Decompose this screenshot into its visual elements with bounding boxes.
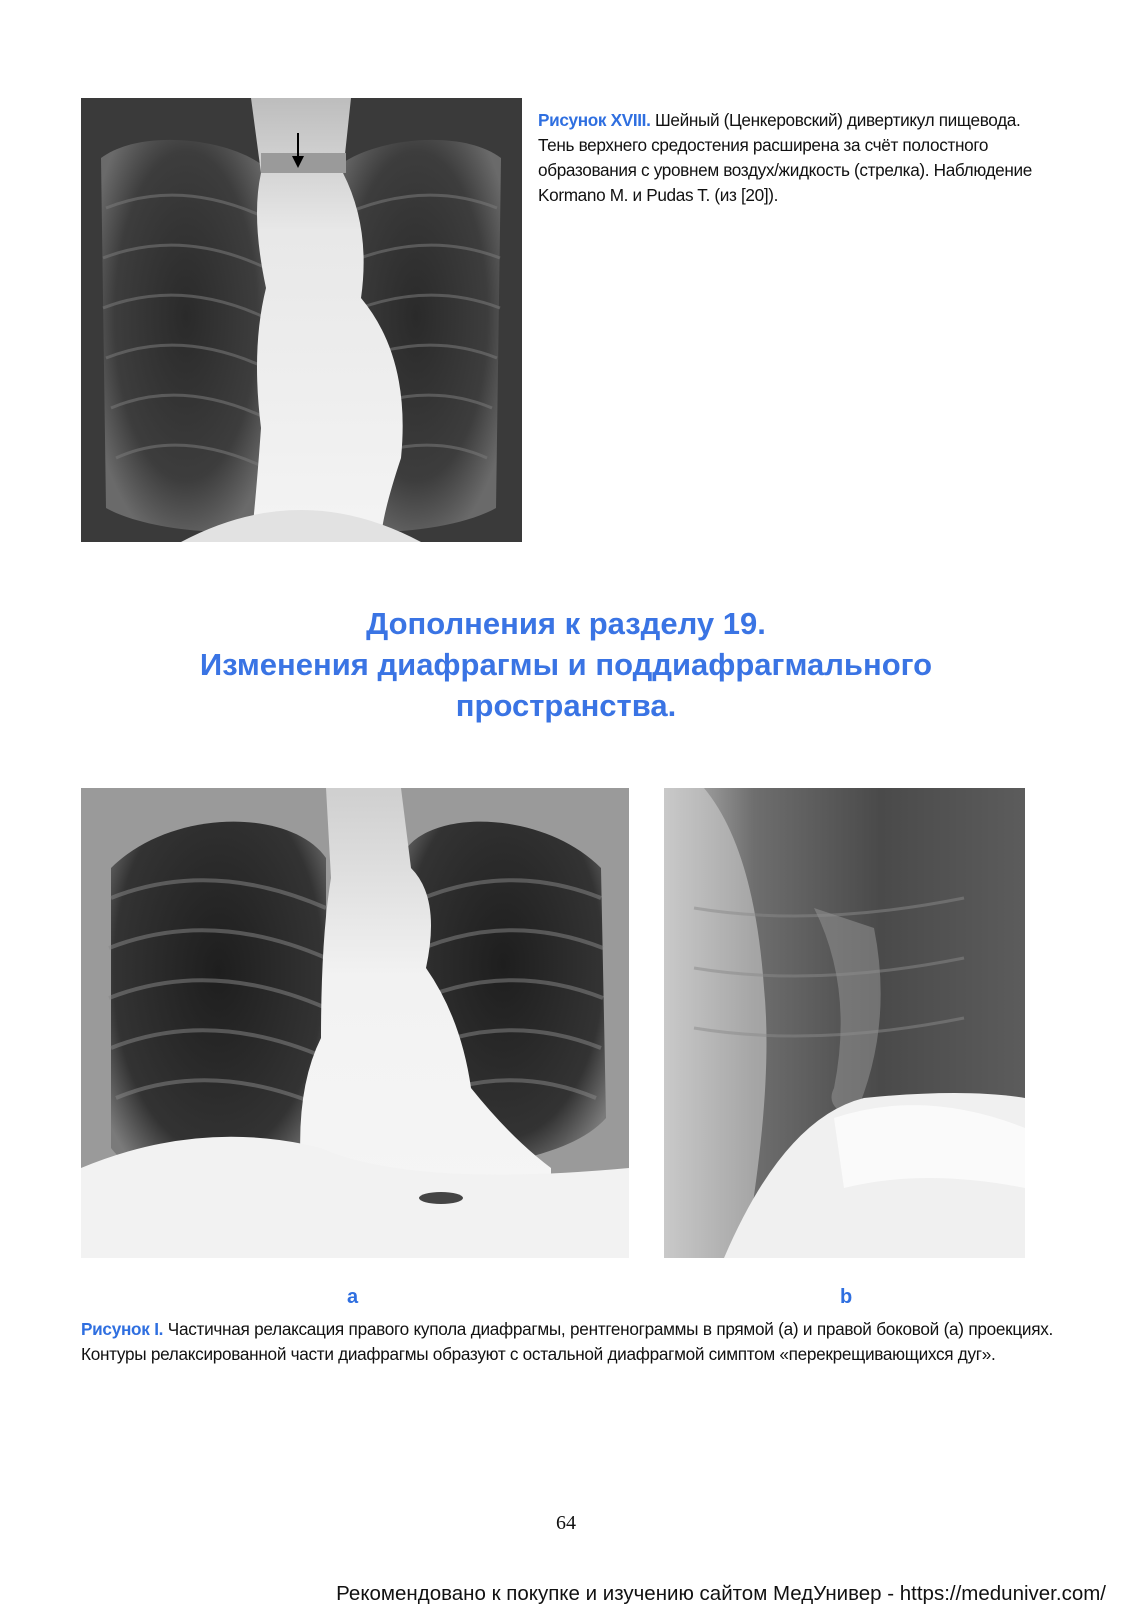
figure-I-sublabel-a: a bbox=[347, 1286, 359, 1308]
page-number: 64 bbox=[556, 1512, 576, 1534]
figure-I-a-xray-image bbox=[81, 788, 629, 1258]
figure-18-caption bbox=[538, 108, 1058, 208]
figure-18-xray-image bbox=[81, 98, 522, 542]
section-heading-line-1: Дополнения к разделу 19. bbox=[366, 606, 766, 641]
figure-I-text: Частичная релаксация правого купола диафрагмы, рентгенограммы в прямой (а) и правой боковой (а) проекциях. Контуры релаксированной части диафрагмы образуют с остальной диафрагмой симптом «перекрещивающихся дуг». bbox=[81, 1319, 1053, 1364]
section-heading bbox=[0, 603, 1132, 726]
figure-18-text: Шейный (Ценкеровский) дивертикул пищевода. Тень верхнего средостения расширена за счёт полостного образования с уровнем воздух/жидкость (стрелка). Наблюдение Kormano M. и Pudas T. (из [20]). bbox=[538, 110, 1032, 205]
figure-I-label: Рисунок I. bbox=[81, 1319, 164, 1339]
figure-I-caption bbox=[81, 1317, 1053, 1367]
figure-I-b-xray-image bbox=[664, 788, 1025, 1258]
footer-recommendation: Рекомендовано к покупке и изучению сайтом МедУнивер - https://meduniver.com/ bbox=[336, 1582, 1106, 1605]
section-heading-line-3: пространства. bbox=[455, 688, 677, 723]
section-heading-line-2: Изменения диафрагмы и поддиафрагмального bbox=[199, 647, 933, 682]
figure-I-sublabel-b: b bbox=[840, 1286, 853, 1308]
figure-18-label: Рисунок XVIII. bbox=[538, 110, 651, 130]
